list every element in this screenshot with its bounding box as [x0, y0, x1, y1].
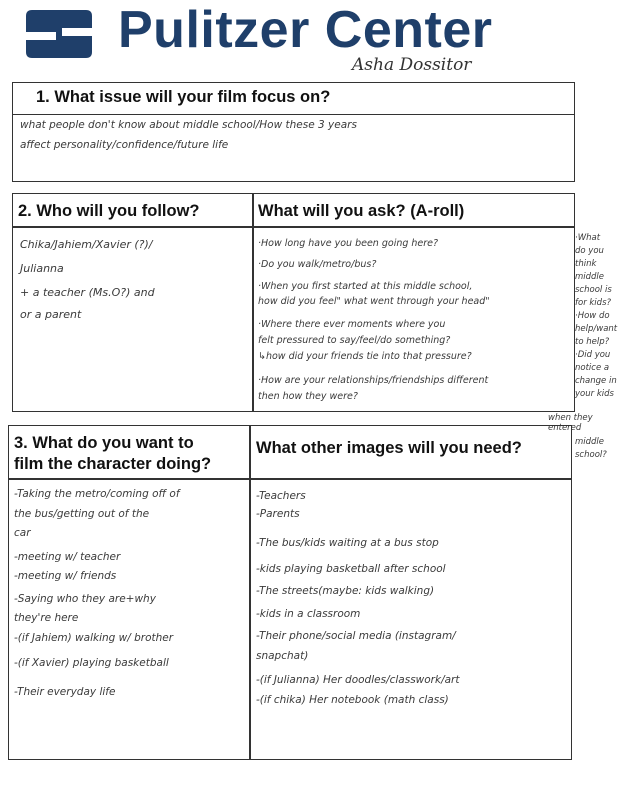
answer-3b-line: -kids in a classroom [256, 608, 361, 620]
answer-2-line: Chika/Jahiem/Xavier (?)/ [20, 238, 153, 251]
answer-2b-line: ·How are your relationships/friendships different [258, 375, 489, 386]
answer-1-line: affect personality/confidence/future life [20, 139, 229, 151]
answer-3-line: -Their everyday life [14, 686, 116, 698]
margin-note-line: when they [548, 413, 593, 423]
question-3-header-rule [8, 478, 572, 480]
margin-note-line: school is [575, 285, 612, 295]
answer-3b-line: -(if chika) Her notebook (math class) [256, 694, 449, 706]
margin-note-line: notice a [575, 363, 610, 373]
answer-3-line: they're here [14, 612, 79, 624]
answer-1-line: what people don't know about middle school/How these 3 years [20, 119, 357, 131]
answer-3-line: -Taking the metro/coming off of [14, 488, 180, 500]
margin-note-line: do you [575, 246, 604, 256]
answer-2b-line: ↳how did your friends tie into that pressure? [258, 351, 472, 362]
answer-3b-line: -Their phone/social media (instagram/ [256, 630, 456, 642]
answer-2b-line: then how they were? [258, 391, 358, 402]
question-3b-label: What other images will you need? [256, 439, 522, 457]
answer-2b-line: how did you feel" what went through your head" [258, 296, 490, 307]
margin-note-line: middle [575, 272, 605, 282]
margin-note-line: middle [575, 437, 605, 447]
question-2b-label: What will you ask? (A-roll) [258, 202, 465, 220]
answer-3-line: -meeting w/ friends [14, 570, 117, 582]
answer-3b-line: -(if Julianna) Her doodles/classwork/art [256, 674, 460, 686]
answer-3b-line: -The streets(maybe: kids walking) [256, 585, 435, 597]
margin-note-line: change in [575, 376, 617, 386]
margin-note-line: school? [575, 450, 607, 460]
question-2-label: 2. Who will you follow? [18, 202, 200, 220]
margin-note-line: help/want [575, 324, 618, 334]
answer-3-line: -(if Jahiem) walking w/ brother [14, 632, 174, 644]
answer-3b-line: -Teachers [256, 490, 306, 502]
answer-2b-line: ·Do you walk/metro/bus? [258, 259, 377, 270]
answer-3b-line: -Parents [256, 508, 300, 520]
question-3-divider [249, 425, 251, 760]
answer-2-line: + a teacher (Ms.O?) and [20, 286, 155, 299]
question-3-label-line1: 3. What do you want to [14, 434, 194, 452]
question-3-label-line2: film the character doing? [14, 455, 212, 473]
margin-note-line: for kids? [575, 298, 612, 308]
org-name: Pulitzer Center [118, 1, 493, 59]
answer-2-line: or a parent [20, 308, 82, 321]
margin-note-line: to help? [575, 337, 610, 347]
margin-note-line: entered [548, 423, 582, 433]
margin-note-line: your kids [575, 389, 614, 399]
margin-note-line: think [575, 259, 597, 269]
question-2-header-rule [12, 226, 575, 228]
answer-3-line: -(if Xavier) playing basketball [14, 657, 169, 669]
answer-2b-line: ·Where there ever moments where you [258, 319, 446, 330]
answer-2-line: Julianna [20, 262, 64, 275]
answer-2b-line: ·When you first started at this middle school, [258, 281, 473, 292]
answer-3b-line: snapchat) [256, 650, 309, 662]
answer-3-line: car [14, 527, 31, 539]
margin-notes [575, 232, 619, 401]
margin-note-line: ·What [575, 233, 601, 243]
answer-3-line: -Saying who they are+why [14, 593, 156, 605]
question-1-label: 1. What issue will your film focus on? [36, 88, 331, 106]
answer-3-line: the bus/getting out of the [14, 508, 150, 520]
answer-2b-line: felt pressured to say/feel/do something? [258, 335, 451, 346]
student-signature: Asha Dossitor [352, 55, 472, 75]
answer-3-line: -meeting w/ teacher [14, 551, 121, 563]
margin-note-line: ·How do [575, 311, 610, 321]
pulitzer-logo-icon [22, 6, 96, 62]
margin-note-line: ·Did you [575, 350, 611, 360]
answer-3b-line: -The bus/kids waiting at a bus stop [256, 537, 439, 549]
answer-3b-line: -kids playing basketball after school [256, 563, 446, 575]
answer-2b-line: ·How long have you been going here? [258, 238, 439, 249]
